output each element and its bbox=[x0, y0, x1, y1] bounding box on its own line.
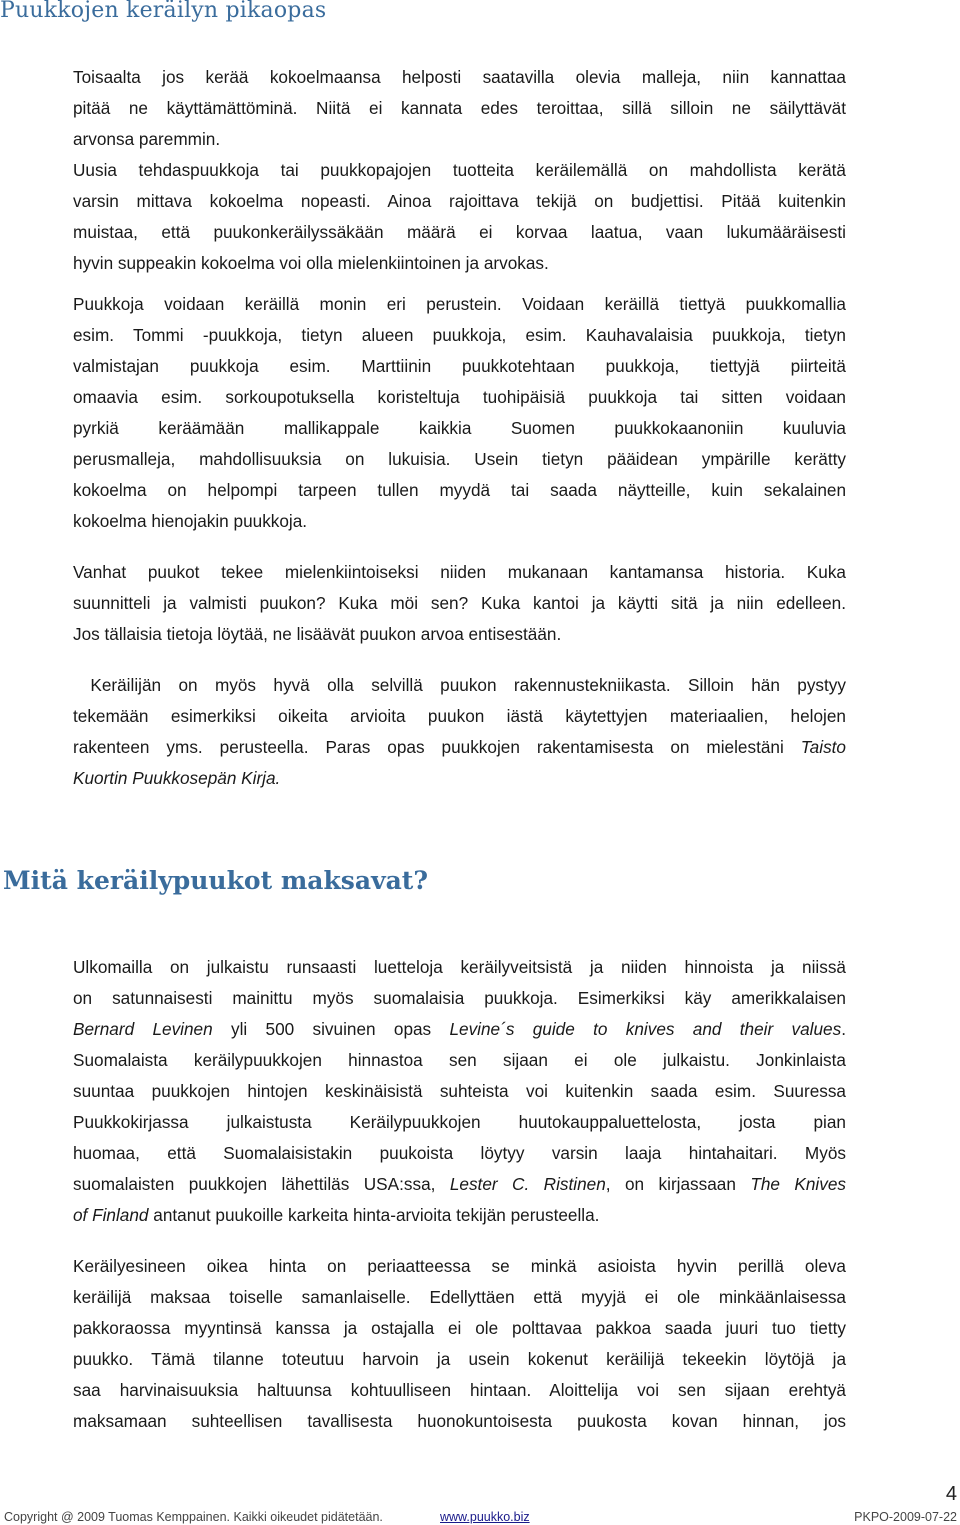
text-line: keräilijä maksaa toiselle samanlaiselle. Edellyttäen että myyjä ei ole minkäänlaisessa bbox=[73, 1287, 846, 1307]
text-run: . bbox=[841, 1019, 846, 1039]
text-run: yli 500 sivuinen opas bbox=[212, 1019, 450, 1039]
text-line: hyvin suppeakin kokoelma voi olla mielenkiintoinen ja arvokas. bbox=[73, 253, 549, 273]
paragraph-4 bbox=[73, 557, 846, 650]
section-heading: Mitä keräilypuukot maksavat? bbox=[3, 866, 428, 895]
text-line: Puukkoja voidaan keräillä monin eri perustein. Voidaan keräillä tiettyä puukkomallia bbox=[73, 294, 846, 314]
text-run: rakenteen yms. perusteella. Paras opas puukkojen rakentamisesta on mielestäni bbox=[73, 737, 801, 757]
text-line: Suomalaista keräilypuukkojen hinnastoa sen sijaan ei ole julkaistu. Jonkinlaista bbox=[73, 1050, 846, 1070]
main-text-top bbox=[73, 62, 846, 794]
text-run: suomalaisten puukkojen lähettiläs USA:ssa, bbox=[73, 1174, 450, 1194]
text-line: esim. Tommi -puukkoja, tietyn alueen puukkoja, esim. Kauhavalaisia puukkoja, tietyn bbox=[73, 325, 846, 345]
text-line: muistaa, että puukonkeräilyssäkään määrä ei korvaa laatua, vaan lukumääräisesti bbox=[73, 222, 846, 242]
book-title-italic: The Knives bbox=[750, 1174, 846, 1194]
text-line: valmistajan puukkoja esim. Marttiinin puukkotehtaan puukkoja, tiettyjä piirteitä bbox=[73, 356, 846, 376]
page-footer bbox=[0, 1483, 960, 1525]
paragraph-6 bbox=[73, 952, 846, 1231]
main-text-bottom bbox=[73, 952, 846, 1437]
book-title-italic: of Finland bbox=[73, 1205, 149, 1225]
text-line: tekemään esimerkiksi oikeita arvioita puukon iästä käytettyjen materiaalien, helojen bbox=[73, 706, 846, 726]
paragraph-3 bbox=[73, 289, 846, 537]
text-line: Vanhat puukot tekee mielenkiintoiseksi niiden mukanaan kantamansa historia. Kuka bbox=[73, 562, 846, 582]
text-line: varsin mittava kokoelma nopeasti. Ainoa rajoittava tekijä on budjettisi. Pitää kuitenkin bbox=[73, 191, 846, 211]
text-line: perusmalleja, mahdollisuuksia on lukuisia. Usein tietyn pääidean ympärille kerätty bbox=[73, 449, 846, 469]
text-line: Ulkomailla on julkaistu runsaasti luetteloja keräilyveitsistä ja niiden hinnoista ja niissä bbox=[73, 957, 846, 977]
text-line bbox=[73, 763, 846, 794]
author-italic: Bernard Levinen bbox=[73, 1019, 213, 1039]
text-line: pakkoraossa myyntinsä kanssa ja ostajalla ei ole polttavaa pakkoa saada juuri tuo tietty bbox=[73, 1318, 846, 1338]
text-line bbox=[73, 1169, 846, 1200]
text-line: pyrkiä keräämään mallikappale kaikkia Suomen puukkokaanoniin kuuluvia bbox=[73, 418, 846, 438]
text-line: maksamaan suhteellisen tavallisesta huonokuntoisesta puukosta kovan hinnan, jos bbox=[73, 1411, 846, 1431]
text-run: antanut puukoille karkeita hinta-arvioita tekijän perusteella. bbox=[148, 1205, 600, 1225]
text-line: suuntaa puukkojen hintojen keskinäisistä suhteista voi kuitenkin saada esim. Suuressa bbox=[73, 1081, 846, 1101]
page-number: 4 bbox=[945, 1483, 957, 1505]
copyright-text: Copyright @ 2009 Tuomas Kemppainen. Kaikki oikeudet pidätetään. bbox=[4, 1510, 383, 1524]
book-author-italic: Taisto bbox=[800, 737, 846, 757]
paragraph-1 bbox=[73, 62, 846, 155]
text-line: Keräilyesineen oikea hinta on periaatteessa se minkä asioista hyvin perillä oleva bbox=[73, 1256, 846, 1276]
text-line: on satunnaisesti mainittu myös suomalaisia puukkoja. Esimerkiksi käy amerikkalaisen bbox=[73, 988, 846, 1008]
text-line bbox=[73, 1014, 846, 1045]
text-line: suunnitteli ja valmisti puukon? Kuka möi sen? Kuka kantoi ja käytti sitä ja niin edelleen. bbox=[73, 593, 846, 613]
text-line: Puukkokirjassa julkaistusta Keräilypuukkojen huutokauppaluettelosta, josta pian bbox=[73, 1112, 846, 1132]
text-line: omaavia esim. sorkoupotuksella koristeltuja tuohipäisiä puukkoja tai sitten voidaan bbox=[73, 387, 846, 407]
text-line bbox=[73, 1200, 846, 1231]
document-code: PKPO-2009-07-22 bbox=[854, 1510, 957, 1524]
person-italic: Lester C. Ristinen bbox=[449, 1174, 606, 1194]
text-line: puukko. Tämä tilanne toteutuu harvoin ja usein kokenut keräilijä tekeekin löytöjä ja bbox=[73, 1349, 846, 1369]
text-line bbox=[73, 732, 846, 763]
text-line: saa harvinaisuuksia haltuunsa kohtuulliseen hintaan. Aloittelija voi sen sijaan erehtyä bbox=[73, 1380, 846, 1400]
text-run: , on kirjassaan bbox=[605, 1174, 751, 1194]
header-title: Puukkojen keräilyn pikaopas bbox=[0, 0, 327, 23]
text-line: arvonsa paremmin. bbox=[73, 129, 221, 149]
website-link[interactable]: www.puukko.biz bbox=[440, 1510, 530, 1524]
text-line: huomaa, että Suomalaisistakin puukoista löytyy varsin laaja hintahaitari. Myös bbox=[73, 1143, 846, 1163]
text-line: Toisaalta jos kerää kokoelmaansa helposti saatavilla olevia malleja, niin kannattaa bbox=[73, 67, 846, 87]
text-line: Keräilijän on myös hyvä olla selvillä puukon rakennustekniikasta. Silloin hän pystyy bbox=[73, 675, 846, 695]
paragraph-7 bbox=[73, 1251, 846, 1437]
paragraph-2 bbox=[73, 155, 846, 279]
paragraph-5 bbox=[73, 670, 846, 794]
text-line: kokoelma on helpompi tarpeen tullen myydä tai saada näytteille, kuin sekalainen bbox=[73, 480, 846, 500]
book-title-italic: Kuortin Puukkosepän Kirja. bbox=[73, 768, 281, 788]
text-line: pitää ne käyttämättöminä. Niitä ei kannata edes teroittaa, sillä silloin ne säilyttävät bbox=[73, 98, 846, 118]
text-line: Uusia tehdaspuukkoja tai puukkopajojen tuotteita keräilemällä on mahdollista kerätä bbox=[73, 160, 846, 180]
text-line: kokoelma hienojakin puukkoja. bbox=[73, 511, 308, 531]
text-line: Jos tällaisia tietoja löytää, ne lisäävät puukon arvoa entisestään. bbox=[73, 624, 562, 644]
book-title-italic: Levine´s guide to knives and their values bbox=[449, 1019, 842, 1039]
